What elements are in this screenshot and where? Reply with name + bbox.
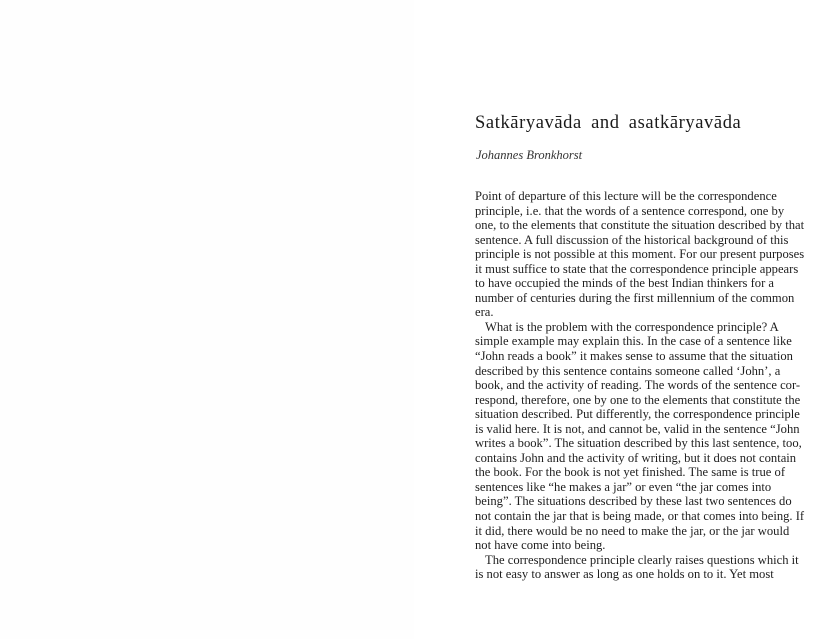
text-line: not contain the jar that is being made, or that comes into being. If	[475, 509, 805, 524]
text-line: Point of departure of this lecture will be the correspondence	[475, 189, 777, 203]
text-line: simple example may explain this. In the case of a sentence like	[475, 334, 792, 349]
text-line: number of centuries during the first millennium of the common	[475, 290, 795, 305]
text-line: book, and the activity of reading. The words of the sentence cor-	[475, 378, 801, 393]
text-line: What is the problem with the correspondence principle? A	[485, 319, 779, 334]
text-line: is not easy to answer as long as one holds on to it. Yet most	[475, 567, 774, 582]
text-line: it did, there would be no need to make the jar, or the jar would	[475, 523, 790, 538]
text-line: it must suffice to state that the correspondence principle appears	[475, 261, 799, 276]
text-line: principle is not possible at this moment. For our present purposes	[475, 247, 805, 262]
text-line: “John reads a book” it makes sense to assume that the situation	[475, 349, 793, 364]
text-line: contains John and the activity of writing, but it does not contain	[475, 450, 797, 465]
text-line: respond, therefore, one by one to the elements that constitute the	[475, 392, 801, 407]
article-author: Johannes Bronkhorst	[476, 148, 583, 162]
text-line: one, to the elements that constitute the situation described by that	[475, 218, 805, 233]
text-line: writes a book”. The situation described by this last sentence, too,	[475, 436, 802, 451]
text-line: the book. For the book is not yet finished. The same is true of	[475, 465, 786, 480]
article-title: Satkāryavāda and asatkāryavāda	[475, 113, 742, 133]
text-line: described by this sentence contains someone called ‘John’, a	[475, 363, 781, 378]
text-line: sentences like “he makes a jar” or even “the jar comes into	[475, 479, 772, 494]
article-body	[475, 189, 805, 582]
text-line: not have come into being.	[475, 538, 606, 553]
text-line: is valid here. It is not, and cannot be, valid in the sentence “John	[475, 421, 800, 436]
text-line: being”. The situations described by these last two sentences do	[475, 494, 792, 509]
text-line: situation described. Put differently, the correspondence principle	[475, 407, 800, 422]
text-line: The correspondence principle clearly raises questions which it	[485, 552, 799, 567]
text-line: to have occupied the minds of the best Indian thinkers for a	[475, 276, 775, 291]
text-line: sentence. A full discussion of the historical background of this	[475, 232, 789, 247]
text-line: era.	[475, 305, 494, 320]
text-line: principle, i.e. that the words of a sentence correspond, one by	[475, 203, 785, 218]
